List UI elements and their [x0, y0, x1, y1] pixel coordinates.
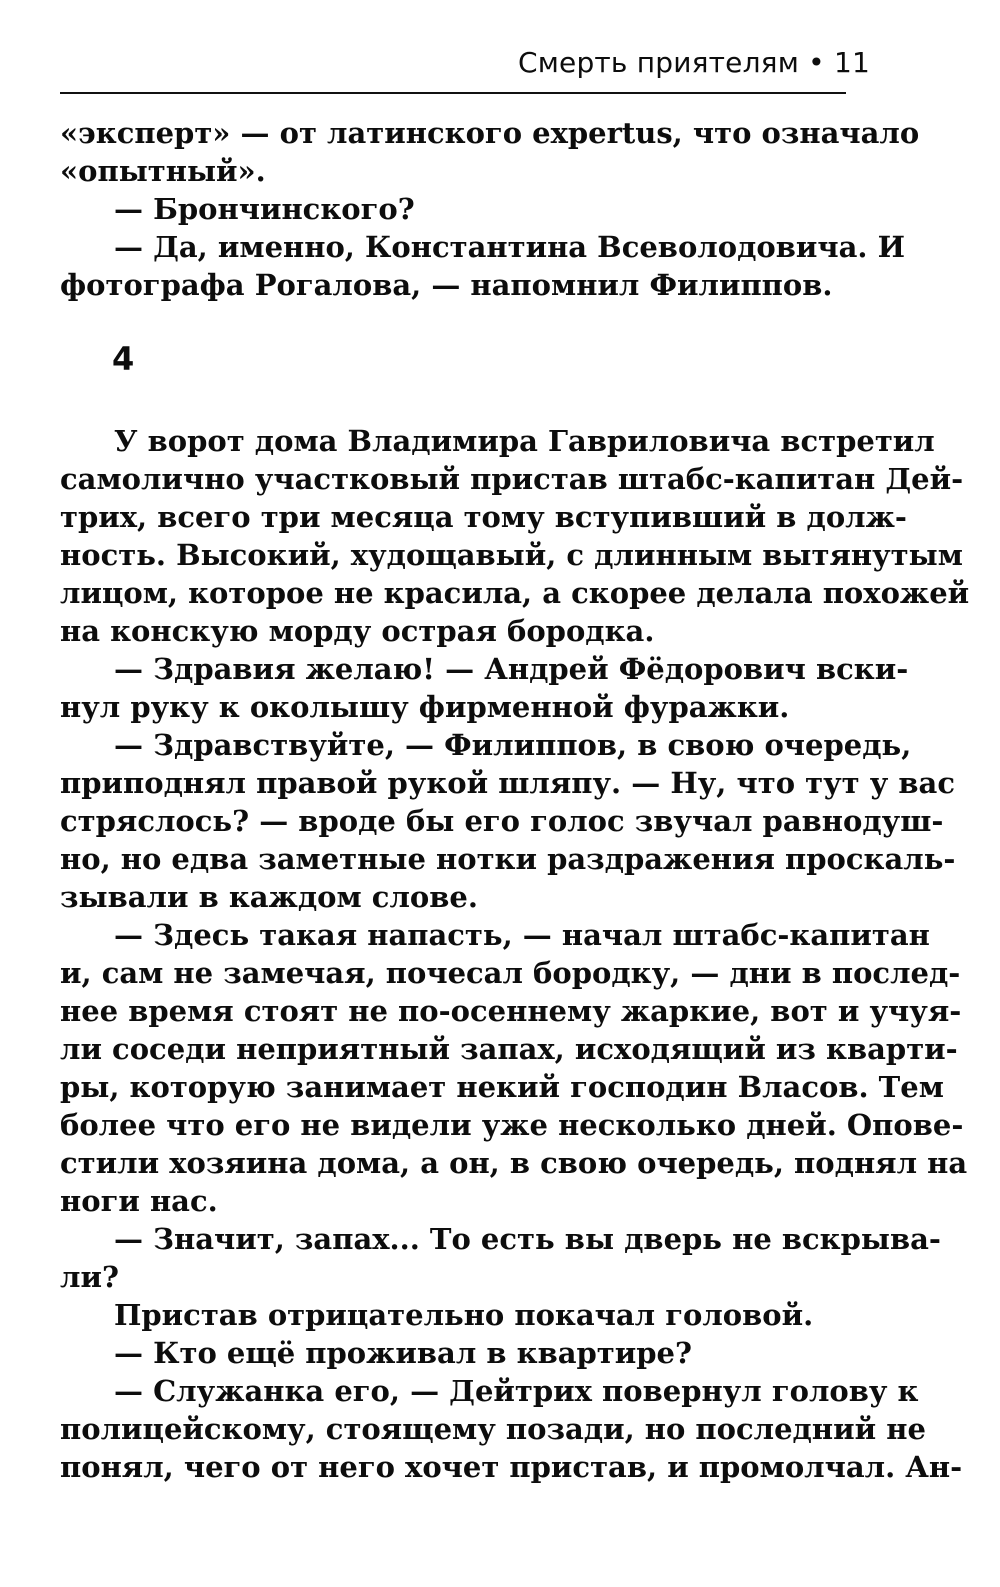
text-line: ность. Высокий, худощавый, с длинным вытянутым [60, 538, 963, 572]
text-line: полицейскому, стоящему позади, но последний не [60, 1412, 926, 1446]
text-line: стряслось? — вроде бы его голос звучал равнодуш- [60, 804, 944, 838]
text-line: — Служанка его, — Дейтрих повернул голову к [114, 1374, 919, 1408]
text-line: ноги нас. [60, 1184, 218, 1218]
text-line: — Здравия желаю! — Андрей Фёдорович вски- [114, 652, 909, 686]
text-line: — Да, именно, Константина Всеволодовича. И [114, 230, 906, 264]
text-line: фотографа Рогалова, — напомнил Филиппов. [60, 268, 833, 302]
text-line: приподнял правой рукой шляпу. — Ну, что тут у вас [60, 766, 955, 800]
text-line: «эксперт» — от латинского expertus, что означало [60, 116, 920, 150]
text-line: более что его не видели уже несколько дней. Опове- [60, 1108, 964, 1142]
text-line: ли? [60, 1260, 119, 1294]
text-line: нул руку к околышу фирменной фуражки. [60, 690, 790, 724]
text-block-main [60, 422, 970, 1486]
book-page [60, 0, 970, 1587]
text-line: — Значит, запах... То есть вы дверь не вскрыва- [114, 1222, 941, 1256]
text-line: нее время стоят не по-осеннему жаркие, вот и учуя- [60, 994, 962, 1028]
text-line: — Здравствуйте, — Филиппов, в свою очередь, [114, 728, 912, 762]
text-line: понял, чего от него хочет пристав, и промолчал. Ан- [60, 1450, 963, 1484]
text-line: ры, которую занимает некий господин Власов. Тем [60, 1070, 944, 1104]
text-line: стили хозяина дома, а он, в свою очередь, поднял на [60, 1146, 968, 1180]
text-line: самолично участковый пристав штабс-капитан Дей- [60, 462, 964, 496]
text-line: «опытный». [60, 154, 266, 188]
page-body [60, 114, 970, 1486]
text-line: лицом, которое не красила, а скорее делала похожей [60, 576, 970, 610]
text-line: и, сам не замечая, почесал бородку, — дни в послед- [60, 956, 961, 990]
text-line: — Здесь такая напасть, — начал штабс-капитан [114, 918, 930, 952]
text-line: ли соседи неприятный запах, исходящий из кварти- [60, 1032, 958, 1066]
text-line: У ворот дома Владимира Гавриловича встретил [114, 424, 935, 458]
text-line: — Кто ещё проживал в квартире? [114, 1336, 692, 1370]
text-line: трих, всего три месяца тому вступивший в долж- [60, 500, 907, 534]
chapter-number: 4 [112, 340, 135, 378]
text-line: зывали в каждом слове. [60, 880, 478, 914]
text-line: — Брончинского? [114, 192, 415, 226]
text-line: на конскую морду острая бородка. [60, 614, 655, 648]
header-rule [60, 92, 846, 94]
text-line: Пристав отрицательно покачал головой. [114, 1298, 814, 1332]
running-header: Смерть приятелям • 11 [517, 46, 870, 79]
text-block-top [60, 114, 920, 304]
text-line: но, но едва заметные нотки раздражения проскаль- [60, 842, 956, 876]
